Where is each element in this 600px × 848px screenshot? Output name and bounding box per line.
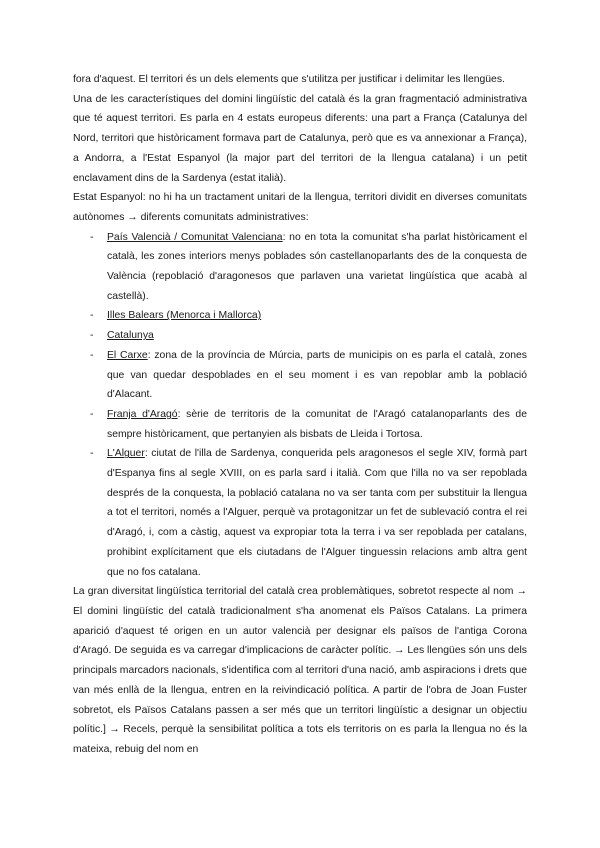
list-item-catalunya	[73, 326, 527, 346]
list-item-el-carxe	[73, 346, 527, 405]
list-dash: -	[90, 448, 94, 460]
list-dash: -	[90, 231, 94, 243]
list-dash: -	[90, 310, 94, 322]
list-item-text: : zona de la província de Múrcia, parts de municipis on es parla el català, zones que van quedar despoblades en el seu moment i es van repoblar amb la població d'Alacant.	[107, 349, 527, 401]
list-dash: -	[90, 349, 94, 361]
list-item-term: L'Alguer	[107, 448, 145, 460]
paragraph-fragmentation: Una de les característiques del domini lingüístic del català és la gran fragmentació administrativa que té aquest territori. Es parla en 4 estats europeus diferents: una part a França (Catalunya del Nord, territori que històricament formava part de Catalunya, però que es va annexionar a França), a Andorra, a l'Estat Espanyol (la major part del territori de la llengua catalana) i un petit enclavament dins de la Sardenya (estat italià).	[73, 93, 527, 184]
list-item-term: Catalunya	[107, 330, 154, 342]
document-page	[73, 70, 527, 760]
list-dash: -	[90, 330, 94, 342]
list-item-alguer	[73, 444, 527, 582]
paragraph-intro: fora d'aquest. El territori és un dels elements que s'utilitza per justificar i delimitar les llengües.	[73, 74, 505, 85]
list-item-term: El Carxe	[107, 349, 148, 361]
territories-list	[73, 228, 527, 583]
list-item-text: : no en tota la comunitat s'ha parlat històricament el català, les zones interiors menys poblades són castellanoparlants des de la conquesta de València (repoblació d'aragonesos que parlaven una varietat lingüística que acabà al castellà).	[107, 231, 528, 302]
list-item-pais-valencia	[73, 228, 527, 307]
list-dash: -	[90, 408, 94, 420]
list-item-term: Franja d'Aragó	[107, 408, 178, 420]
list-item-text: : sèrie de territoris de la comunitat de l'Aragó catalanoparlants des de sempre històricament, que pertanyien als bisbats de Lleida i Tortosa.	[107, 408, 527, 440]
paragraph-estat-espanyol: Estat Espanyol: no hi ha un tractament unitari de la llengua, territori dividit en diverses comunitats autònomes → diferents comunitats administratives:	[73, 192, 527, 223]
list-item-illes-balears	[73, 306, 527, 326]
list-item-term: País Valencià / Comunitat Valenciana	[107, 231, 283, 243]
list-item-text: : ciutat de l'illa de Sardenya, conquerida pels aragonesos el segle XIV, formà part d'Espanya fins al segle XVIII, on es parla sard i italià. Com que l'illa no va ser repoblada després de la conquesta, la població catalana no va ser tanta com per substituir la llengua a tot el territori, només a l'Alguer, perquè va protagonitzar un fet de sublevació contra el rei d'Aragó, i, com a càstig, aquest va expropiar tota la terra i va ser repoblada per catalans, prohibint explícitament que els ciutadans de l'Alguer tinguessin relacions amb altra gent que no fos catalana.	[107, 448, 527, 578]
list-item-franja-arago	[73, 405, 527, 444]
list-item-term: Illes Balears (Menorca i Mallorca)	[107, 310, 262, 322]
paragraph-paisos-catalans: La gran diversitat lingüística territorial del català crea problemàtiques, sobretot respecte al nom → El domini lingüístic del català tradicionalment s'ha anomenat els Països Catalans. La primera aparició d'aquest té origen en un autor valencià per designar els països de l'antiga Corona d'Aragó. De seguida es va carregar d'implicacions de caràcter polític. → Les llengües són uns dels principals marcadors nacionals, s'identifica com al territori d'una nació, amb aspiracions i drets que van més enllà de la llengua, entren en la reivindicació política. A partir de l'obra de Joan Fuster sobretot, els Països Catalans passen a ser més que un territori lingüístic a designar un objectiu polític.] → Recels, perquè la sensibilitat política a tots els territoris on es parla la llengua no és la mateixa, rebuig del nom en	[73, 586, 527, 755]
